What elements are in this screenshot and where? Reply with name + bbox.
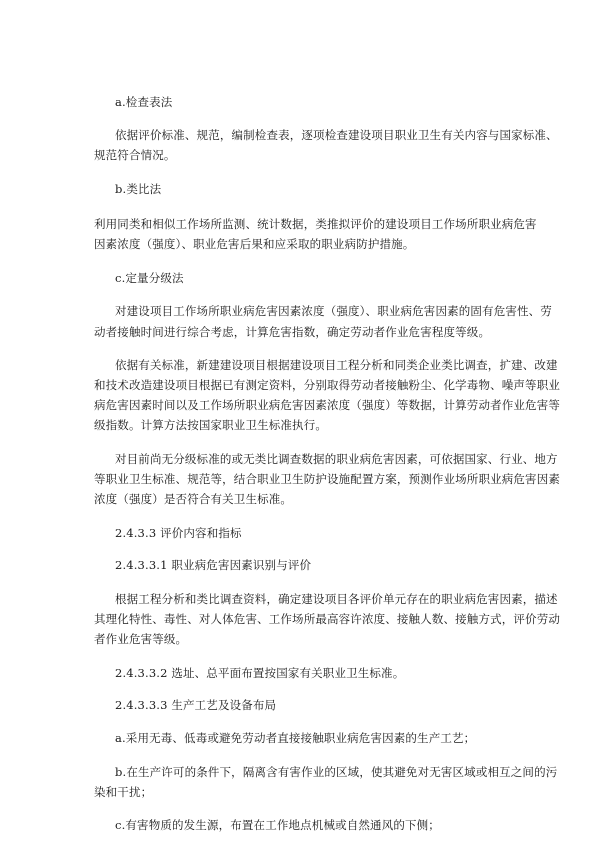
list-item: b.在生产许可的条件下，隔离含有害作业的区域，使其避免对无害区域或相互之间的污 bbox=[115, 765, 558, 779]
heading-checklist-method: a.检查表法 bbox=[115, 95, 173, 109]
paragraph-line: 和技术改造建设项目根据已有测定资料，分别取得劳动者接触粉尘、化学毒物、噪声等职业 bbox=[94, 378, 560, 392]
paragraph-line: 病危害因素时间以及工作场所职业病危害因素浓度（强度）等数据，计算劳动者作业危害等 bbox=[94, 398, 560, 412]
paragraph-line: 因素浓度（强度）、职业危害后果和应采取的职业病防护措施。 bbox=[94, 237, 415, 251]
heading-quantitative-grading-method: c.定量分级法 bbox=[115, 271, 184, 285]
paragraph-line: 其理化特性、毒性、对人体危害、工作场所最高容许浓度、接触人数、接触方式，评价劳动 bbox=[94, 612, 560, 626]
paragraph-line: 染和干扰； bbox=[94, 785, 153, 799]
paragraph-line: 对建设项目工作场所职业病危害因素浓度（强度）、职业病危害因素的固有危害性、劳 bbox=[115, 304, 552, 318]
list-item: a.采用无毒、低毒或避免劳动者直接接触职业病危害因素的生产工艺； bbox=[115, 731, 476, 745]
section-heading-site-selection: 2.4.3.3.2 选址、总平面布置按国家有关职业卫生标准。 bbox=[115, 666, 405, 680]
section-heading-process-layout: 2.4.3.3.3 生产工艺及设备布局 bbox=[115, 698, 277, 712]
paragraph-line: 规范符合情况。 bbox=[94, 148, 176, 162]
paragraph-line: 根据工程分析和类比调查资料，确定建设项目各评价单元存在的职业病危害因素，描述 bbox=[115, 592, 558, 606]
paragraph-line: 级指数。计算方法按国家职业卫生标准执行。 bbox=[94, 418, 327, 432]
paragraph-line: 等职业卫生标准、规范等，结合职业卫生防护设施配置方案，预测作业场所职业病危害因素 bbox=[94, 472, 560, 486]
paragraph-line: 依据评价标准、规范，编制检查表，逐项检查建设项目职业卫生有关内容与国家标准、 bbox=[115, 128, 558, 142]
section-heading-evaluation-content: 2.4.3.3 评价内容和指标 bbox=[115, 526, 242, 540]
heading-analogy-method: b.类比法 bbox=[115, 182, 162, 196]
list-item: c.有害物质的发生源，布置在工作地点机械或自然通风的下侧； bbox=[115, 818, 440, 832]
paragraph-line: 依据有关标准，新建建设项目根据建设项目工程分析和同类企业类比调查，扩建、改建 bbox=[115, 358, 558, 372]
paragraph-line: 对目前尚无分级标准的或无类比调查数据的职业病危害因素，可依据国家、行业、地方 bbox=[115, 452, 558, 466]
section-heading-hazard-identification: 2.4.3.3.1 职业病危害因素识别与评价 bbox=[115, 558, 312, 572]
paragraph-line: 利用同类和相似工作场所监测、统计数据，类推拟评价的建设项目工作场所职业病危害 bbox=[94, 217, 537, 231]
paragraph-line: 浓度（强度）是否符合有关卫生标准。 bbox=[94, 492, 293, 506]
paragraph-line: 动者接触时间进行综合考虑，计算危害指数，确定劳动者作业危害程度等级。 bbox=[94, 325, 491, 339]
paragraph-line: 者作业危害等级。 bbox=[94, 632, 188, 646]
